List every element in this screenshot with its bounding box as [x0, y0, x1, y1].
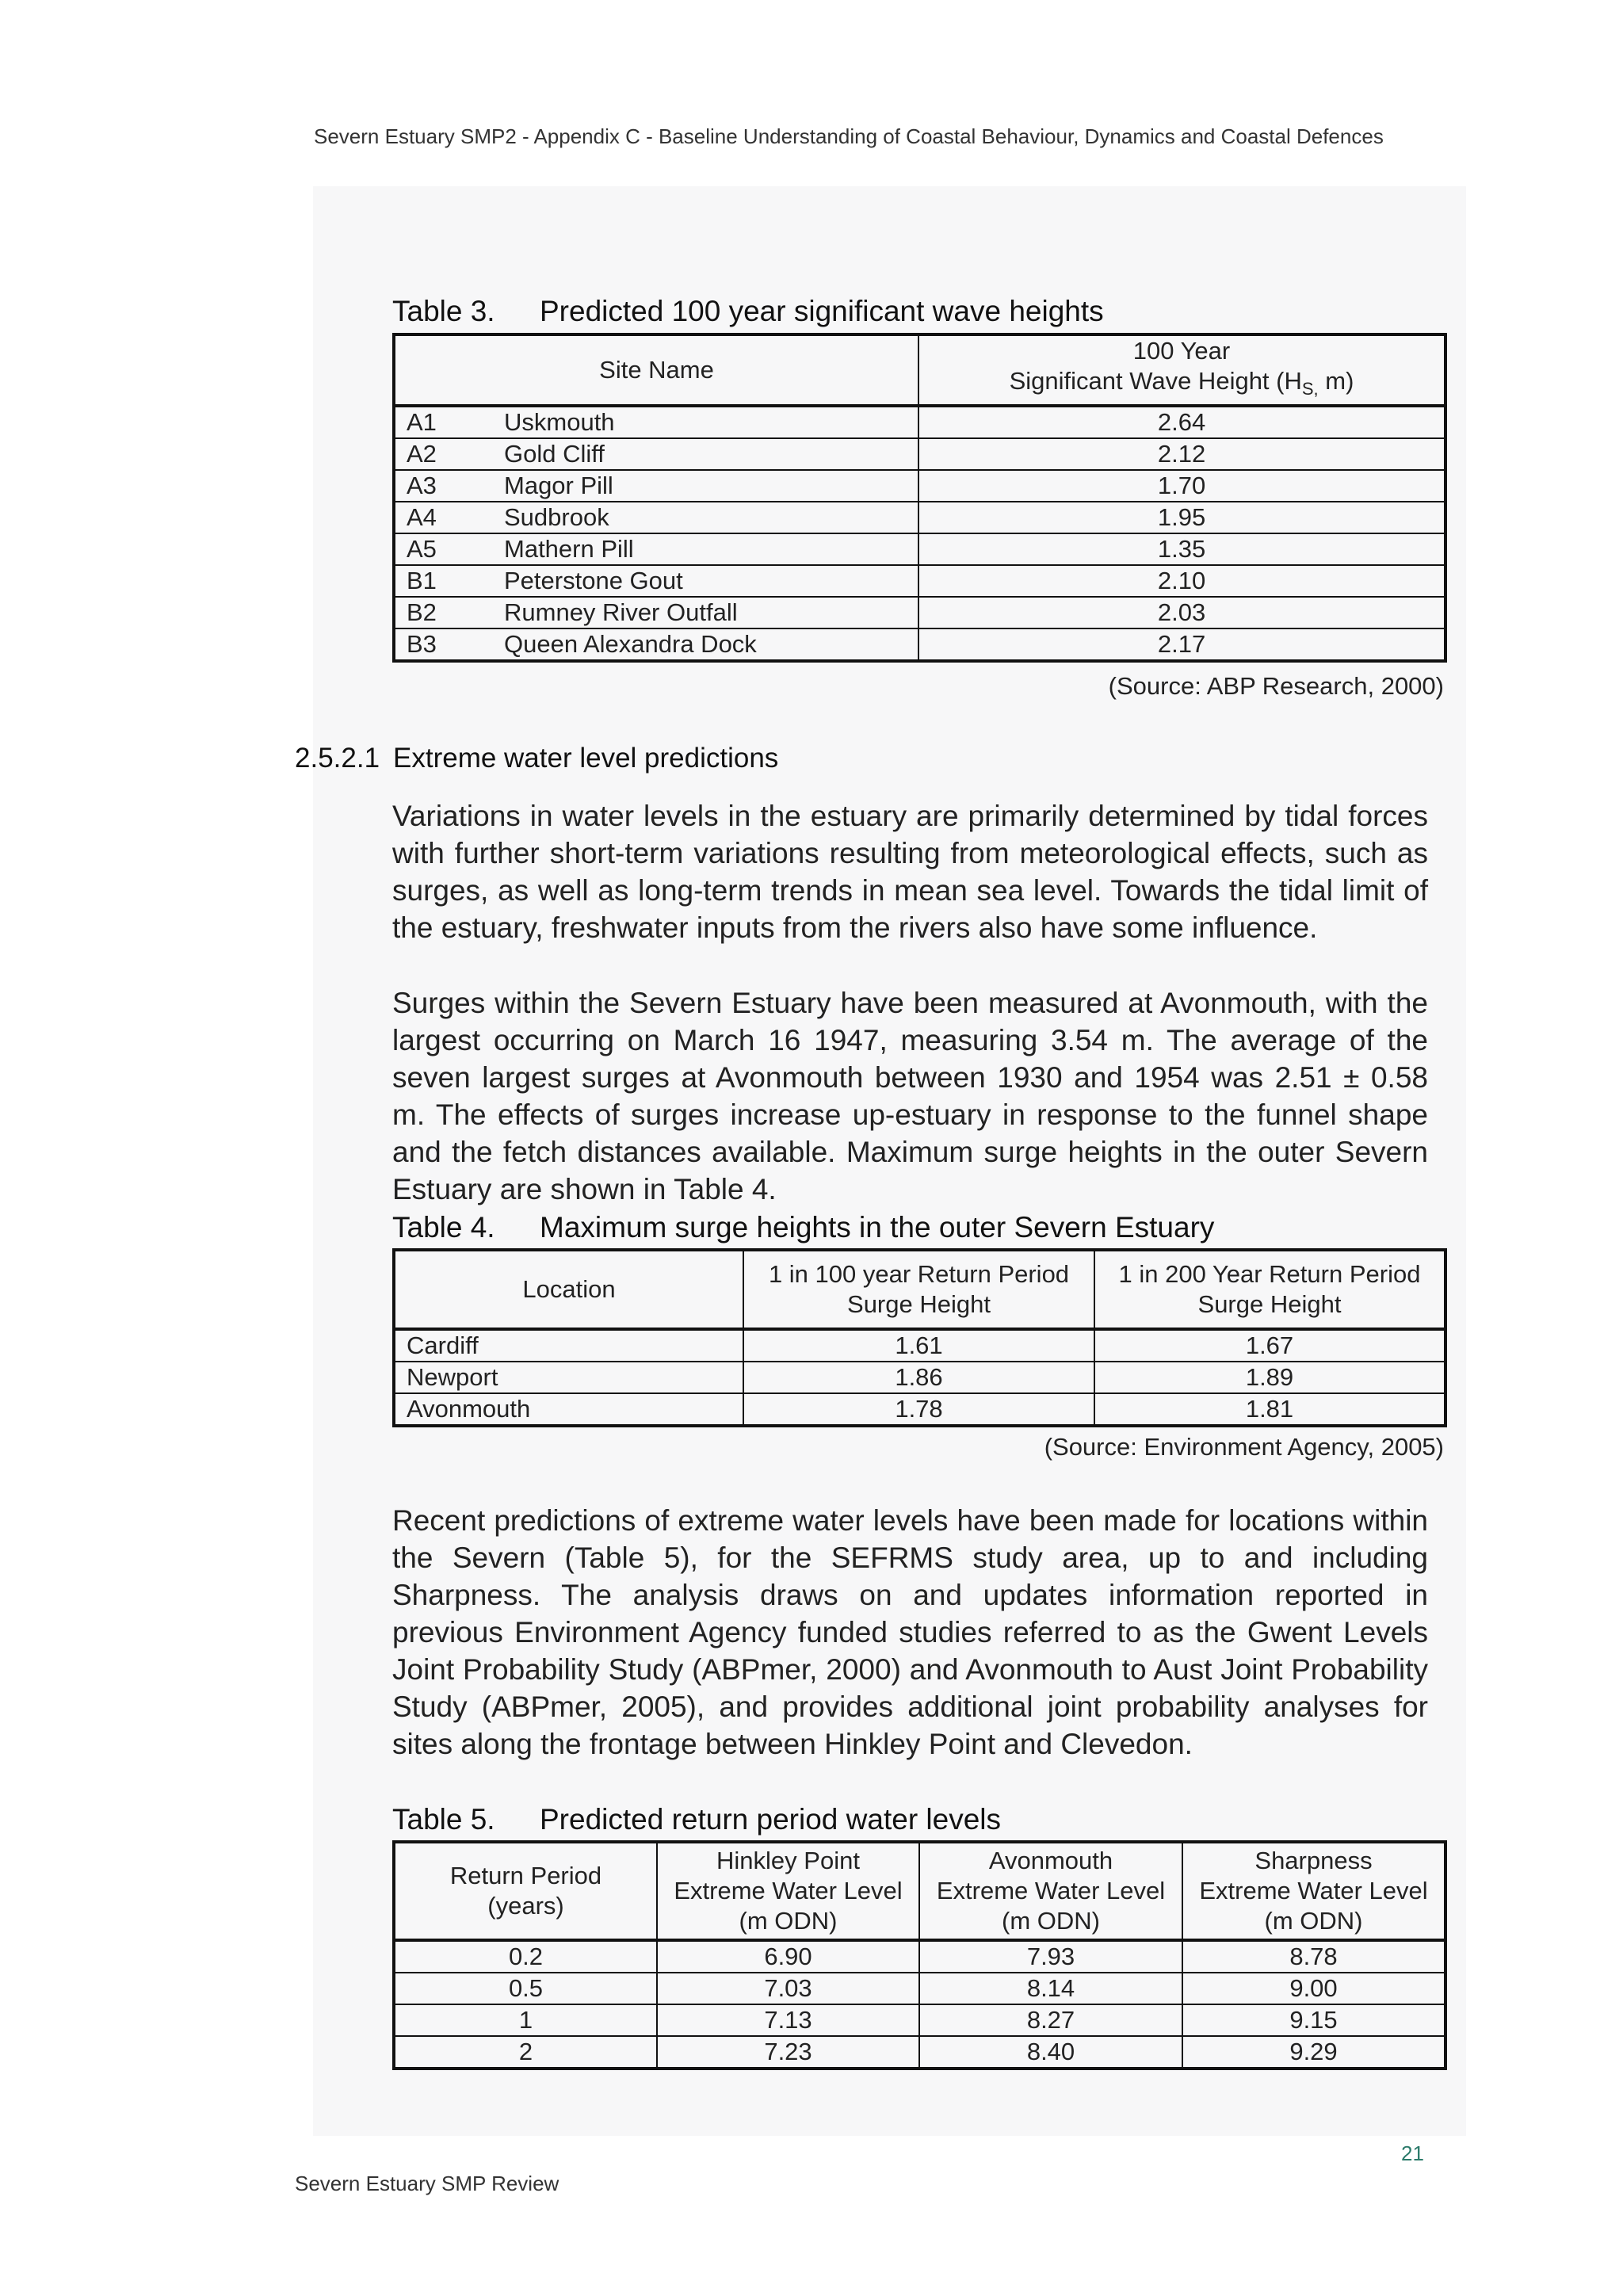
table-row: A2 Gold Cliff 2.12 [394, 438, 1445, 470]
table-row: Newport 1.86 1.89 [394, 1362, 1445, 1393]
table5-number: Table 5. [392, 1803, 495, 1836]
table4-source: (Source: Environment Agency, 2005) [1044, 1433, 1444, 1461]
table4-caption [392, 1211, 1214, 1244]
section-title: Extreme water level predictions [393, 743, 779, 774]
table-row: A4 Sudbrook 1.95 [394, 502, 1445, 533]
table5 [392, 1840, 1447, 2070]
table-row: B3 Queen Alexandra Dock 2.17 [394, 628, 1445, 661]
table-row: A3 Magor Pill 1.70 [394, 470, 1445, 502]
table4-header-location: Location [394, 1250, 743, 1329]
footer-title: Severn Estuary SMP Review [295, 2172, 559, 2195]
table-row: A5 Mathern Pill 1.35 [394, 533, 1445, 565]
running-header: Severn Estuary SMP2 - Appendix C - Baseline Understanding of Coastal Behaviour, Dynamics and Coastal Defences [314, 124, 1384, 148]
table-row: 2 7.23 8.40 9.29 [394, 2036, 1445, 2069]
table-row: Avonmouth 1.78 1.81 [394, 1393, 1445, 1426]
table3-number: Table 3. [392, 295, 495, 327]
table-row: Cardiff 1.61 1.67 [394, 1329, 1445, 1362]
table-row: B2 Rumney River Outfall 2.03 [394, 597, 1445, 628]
table5-header-avonmouth: Avonmouth Extreme Water Level (m ODN) [919, 1842, 1182, 1940]
paragraph-recent-predictions: Recent predictions of extreme water levels have been made for locations within the Severn (Table 5), for the SEFRMS study area, up to and including Sharpness. The analysis draws on and updates information reported in previous Environment Agency funded studies referred to as the Gwent Levels Joint Probability Study (ABPmer, 2000) and Avonmouth to Aust Joint Probability Study (ABPmer, 2005), and provides additional joint probability analyses for sites along the frontage between Hinkley Point and Clevedon. [392, 1504, 1428, 1760]
paragraph-water-level-variations: Variations in water levels in the estuary are primarily determined by tidal forces with further short-term variations resulting from meteorological effects, such as surges, as well as long-term trends in mean sea level. Towards the tidal limit of the estuary, freshwater inputs from the rivers also have some influence. [392, 800, 1428, 944]
table4 [392, 1248, 1447, 1427]
table-row: 0.5 7.03 8.14 9.00 [394, 1973, 1445, 2004]
paragraph-surges: Surges within the Severn Estuary have been measured at Avonmouth, with the largest occurring on March 16 1947, measuring 3.54 m. The average of the seven largest surges at Avonmouth between 1930 and 1954 was 2.51 ± 0.58 m. The effects of surges increase up-estuary in response to the funnel shape and the fetch distances available. Maximum surge heights in the outer Severn Estuary are shown in Table 4. [392, 987, 1428, 1205]
section-number: 2.5.2.1 [295, 743, 380, 774]
table4-header-100yr: 1 in 100 year Return Period Surge Height [743, 1250, 1094, 1329]
table5-caption [392, 1803, 1001, 1836]
table3-caption [392, 295, 1104, 328]
table4-header-200yr: 1 in 200 Year Return Period Surge Height [1094, 1250, 1445, 1329]
table-row: 0.2 6.90 7.93 8.78 [394, 1940, 1445, 1973]
table3-source: (Source: ABP Research, 2000) [1108, 672, 1444, 700]
table5-header-return-period: Return Period (years) [394, 1842, 657, 1940]
table3-header-site-name: Site Name [394, 334, 918, 406]
table3-header-wave-height: 100 Year Significant Wave Height ($H_{S,}$ m) [918, 334, 1445, 406]
table5-title: Predicted return period water levels [540, 1803, 1002, 1836]
table-row: A1 Uskmouth 2.64 [394, 406, 1445, 438]
table3-title: Predicted 100 year significant wave heights [540, 295, 1104, 327]
table4-number: Table 4. [392, 1211, 495, 1244]
page-number: 21 [1401, 2141, 1424, 2165]
table-row: 1 7.13 8.27 9.15 [394, 2004, 1445, 2036]
table4-title: Maximum surge heights in the outer Severn Estuary [540, 1211, 1215, 1244]
table5-header-sharpness: Sharpness Extreme Water Level (m ODN) [1182, 1842, 1445, 1940]
table-row: B1 Peterstone Gout 2.10 [394, 565, 1445, 597]
section-heading [295, 743, 778, 774]
table5-header-hinkley: Hinkley Point Extreme Water Level (m ODN) [657, 1842, 919, 1940]
table3 [392, 333, 1447, 663]
